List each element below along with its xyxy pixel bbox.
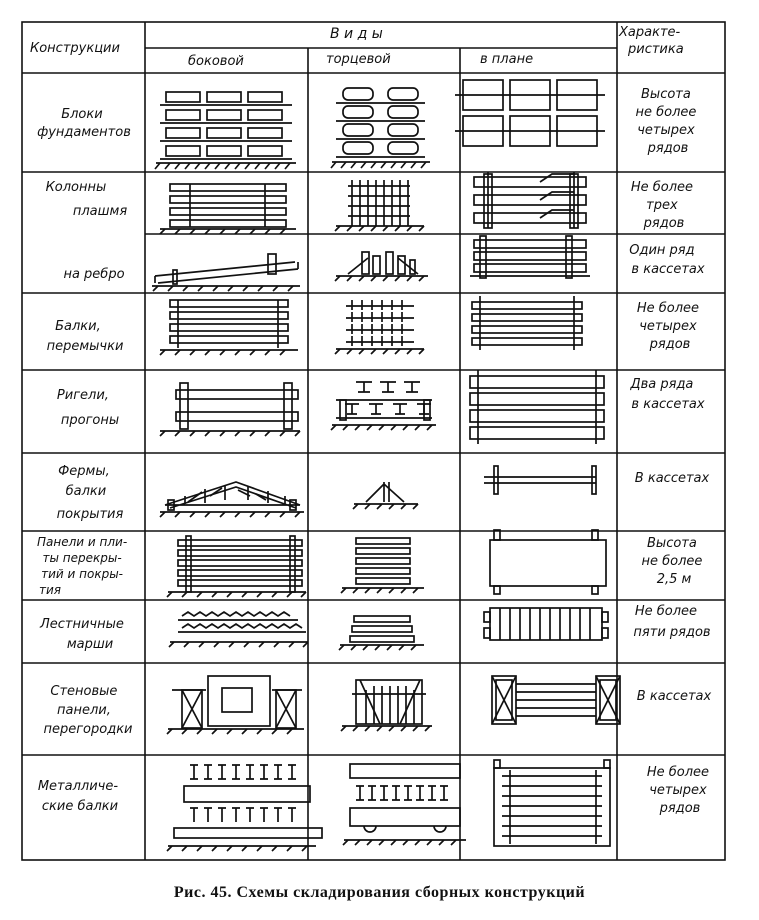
sketch-metal-beams-plan xyxy=(494,760,610,846)
characteristic-labels xyxy=(629,87,713,816)
table-header xyxy=(30,25,684,69)
row-label-panels-slabs: Панели и пли- ты перекры- тий и покры- тия xyxy=(37,535,128,597)
sketch-foundation-end xyxy=(331,88,430,168)
row-label-wall-panels: Стеновые панели, перегородки xyxy=(43,684,133,737)
row-label-crossbars-purlins: Ригели, прогоны xyxy=(56,388,120,428)
sketch-columns-flat-end xyxy=(335,180,424,231)
sketch-columns-edge-side xyxy=(152,254,300,291)
sketch-panels-plan xyxy=(490,530,606,594)
row-label-foundation-blocks: Блоки фундаментов xyxy=(37,107,131,140)
sketch-beams-side xyxy=(160,300,298,355)
sketch-trusses-side xyxy=(160,482,304,517)
sketch-columns-flat-side xyxy=(160,184,296,234)
char-foundation-blocks: Высота не более четырех рядов xyxy=(635,87,697,156)
sketch-wall-panels-end xyxy=(341,680,432,731)
sketch-columns-flat-plan xyxy=(474,172,586,228)
header-end-view: торцевой xyxy=(326,52,391,67)
row-label-trusses: Фермы, балки покрытия xyxy=(56,464,124,522)
construction-labels xyxy=(37,107,133,814)
sketch-metal-beams-side xyxy=(167,765,322,851)
char-stair-flights: Не более пяти рядов xyxy=(633,604,711,640)
char-columns-flat: Не более трех рядов xyxy=(630,180,694,231)
header-characteristic-1: Характе- xyxy=(619,25,681,40)
sketch-stairs-plan xyxy=(484,608,608,640)
sketch-beams-plan xyxy=(472,296,582,350)
char-trusses: В кассетах xyxy=(634,471,710,486)
figure-caption: Рис. 45. Схемы складирования сборных конструкций xyxy=(173,884,586,901)
row-label-stair-flights: Лестничные марши xyxy=(39,617,124,652)
row-label-columns-edge: на ребро xyxy=(63,267,125,282)
storage-sketches xyxy=(152,80,620,851)
header-characteristic-2: ристика xyxy=(628,42,684,57)
sketch-beams-end xyxy=(335,300,424,354)
char-wall-panels: В кассетах xyxy=(636,689,712,704)
sketch-foundation-plan xyxy=(455,80,605,146)
row-label-beams-lintels: Балки, перемычки xyxy=(46,319,124,354)
row-label-metal-beams: Металличе- ские балки xyxy=(37,779,119,814)
header-plan-view: в плане xyxy=(480,52,534,67)
char-metal-beams: Не более четырех рядов xyxy=(646,765,710,816)
sketch-columns-edge-plan xyxy=(470,236,590,278)
sketch-stairs-side xyxy=(169,612,308,647)
sketch-crossbars-plan xyxy=(470,370,604,444)
sketch-foundation-side xyxy=(155,92,296,169)
sketch-stairs-end xyxy=(339,616,424,650)
header-side-view: боковой xyxy=(188,54,244,69)
char-beams-lintels: Не более четырех рядов xyxy=(636,301,700,352)
sketch-wall-panels-plan xyxy=(492,676,620,724)
sketch-columns-edge-end xyxy=(335,252,428,281)
sketch-trusses-end xyxy=(353,482,418,509)
header-views: В и д ы xyxy=(330,26,383,42)
sketch-panels-side xyxy=(167,536,306,597)
sketch-metal-beams-end xyxy=(343,764,466,845)
sketch-wall-panels-side xyxy=(167,676,304,734)
sketch-crossbars-end xyxy=(331,382,436,430)
char-crossbars-purlins: Два ряда в кассетах xyxy=(630,377,705,412)
sketch-crossbars-side xyxy=(160,383,300,436)
sketch-trusses-plan xyxy=(484,466,596,494)
header-constructions: Конструкции xyxy=(30,41,120,56)
char-panels-slabs: Высота не более 2,5 м xyxy=(641,536,703,587)
sketch-panels-end xyxy=(341,538,424,593)
char-columns-edge: Один ряд в кассетах xyxy=(629,243,705,277)
row-label-columns-flat: Колонны плашмя xyxy=(45,180,128,219)
